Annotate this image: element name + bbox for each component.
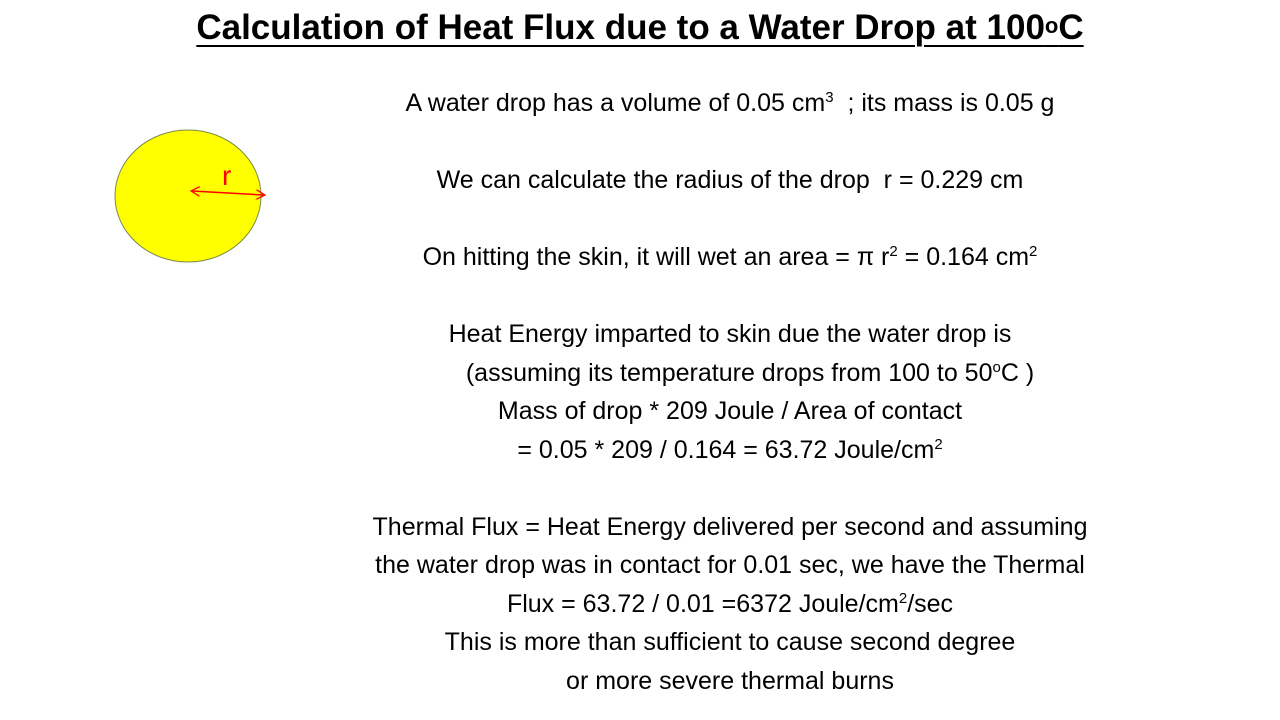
volume-line: A water drop has a volume of 0.05 $cm^3$ ; its mass is 0.05 g (405, 89, 1055, 117)
conclusion-line-2: or more severe thermal burns (566, 666, 894, 695)
title-main: Calculation of Heat Flux due to a Water Drop at 100 (196, 8, 1045, 47)
radius-line: We can calculate the radius of the drop r = 0.229 cm (436, 166, 1024, 194)
water-drop-diagram (110, 124, 280, 269)
title-tail: C (1058, 8, 1084, 47)
formula-line: Mass of drop * 209 Joule / Area of contact (497, 397, 963, 425)
heat-energy-line: Heat Energy imparted to skin due the water drop is (448, 320, 1012, 348)
thermal-flux-line-2: the water drop was in contact for 0.01 sec, we have the Thermal (375, 551, 1085, 579)
water-drop-circle (115, 130, 261, 262)
thermal-flux-line-1: Thermal Flux = Heat Energy delivered per second and assuming (372, 512, 1088, 541)
slide-title (0, 8, 1280, 48)
slide-title-text (196, 8, 1083, 47)
area-line: On hitting the skin, it will wet an area = π $r^2 = 0.164$ $cm^2$ (422, 243, 1038, 271)
slide-body (300, 84, 1160, 700)
radius-label: r (222, 160, 232, 191)
assumption-line: (assuming its temperature drops from 100 to 50$^o$C ) (465, 358, 1035, 387)
thermal-flux-result-line: Flux = 63.72 / 0.01 =6372 Joule/$cm^2/\sec$ (506, 589, 954, 618)
title-superscript: o (1044, 13, 1059, 38)
energy-result-line: = 0.05 * 209 / 0.164 = 63.72 Joule/$cm^2$ (517, 435, 943, 464)
conclusion-line-1: This is more than sufficient to cause second degree (444, 628, 1016, 656)
